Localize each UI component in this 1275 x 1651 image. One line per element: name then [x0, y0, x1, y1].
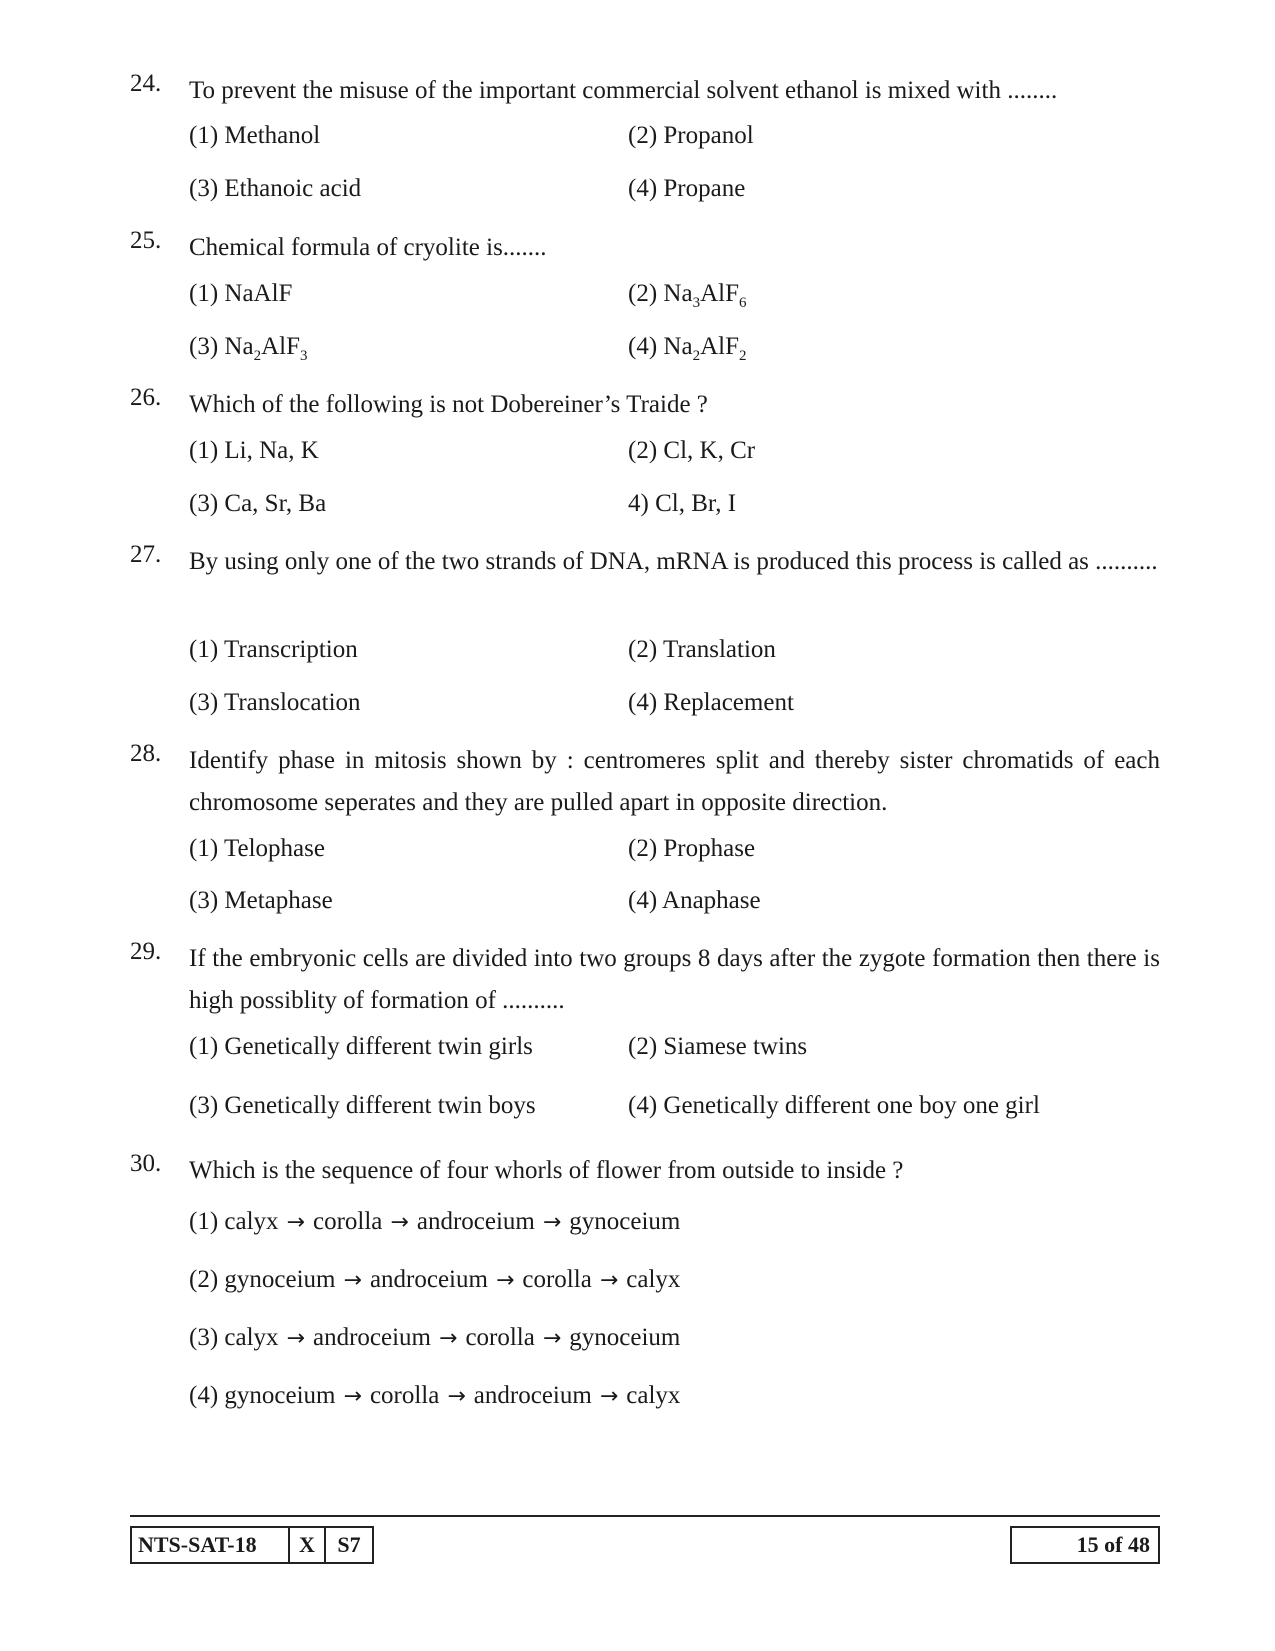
option-4: (4) $Na_2AlF_2$	[628, 333, 747, 364]
option-3: (3) calyx → androceium → corolla → gynoceium	[189, 1324, 681, 1351]
footer-divider	[130, 1515, 1160, 1517]
option-4: (4) Replacement	[628, 689, 794, 716]
arrow-right-icon: →	[599, 1384, 619, 1409]
question-27	[130, 541, 1160, 583]
question-text: By using only one of the two strands of DNA, mRNA is produced this process is called as ..........	[189, 548, 1158, 575]
option-2: (2) Siamese twins	[628, 1033, 808, 1060]
option-1: (1) Genetically different twin girls	[189, 1033, 533, 1060]
page-number-box	[1010, 1526, 1160, 1564]
class-code: X	[290, 1528, 326, 1562]
paper-code-box	[130, 1526, 374, 1564]
option-1: (1) Methanol	[189, 122, 321, 149]
option-2: (2) $Na_3AlF_6$	[628, 280, 747, 311]
option-1: (1) Transcription	[189, 636, 358, 663]
option-1: (1) NaAlF	[189, 280, 293, 307]
question-26	[130, 384, 1160, 426]
question-text: Which is the sequence of four whorls of flower from outside to inside ?	[189, 1157, 904, 1184]
question-30	[130, 1150, 1160, 1192]
arrow-right-icon: →	[343, 1384, 362, 1409]
question-text: If the embryonic cells are divided into two groups 8 days after the zygote formation then there is high possiblity of formation of ..........	[189, 945, 1160, 1014]
arrow-right-icon: →	[542, 1210, 562, 1235]
arrow-right-icon: →	[447, 1384, 466, 1409]
question-number: 27.	[130, 541, 162, 568]
arrow-right-icon: →	[599, 1268, 619, 1293]
arrow-right-icon: →	[286, 1326, 305, 1351]
question-28	[130, 740, 1160, 824]
option-3: (3) Metaphase	[189, 887, 333, 914]
question-24	[130, 70, 1160, 112]
option-2: (2) Translation	[628, 636, 776, 663]
arrow-right-icon: →	[390, 1210, 409, 1235]
option-4: 4) Cl, Br, I	[628, 490, 737, 517]
paper-code: NTS-SAT-18	[132, 1528, 290, 1562]
option-3: (3) Ethanoic acid	[189, 175, 362, 202]
option-2: (2) Prophase	[628, 835, 756, 862]
question-29	[130, 938, 1160, 1022]
option-3: (3) Translocation	[189, 689, 361, 716]
option-3: (3) Genetically different twin boys	[189, 1092, 536, 1119]
arrow-right-icon: →	[439, 1326, 458, 1351]
question-text: Chemical formula of cryolite is.......	[189, 234, 547, 261]
option-1: (1) calyx → corolla → androceium → gynoceium	[189, 1208, 681, 1235]
question-number: 25.	[130, 227, 162, 254]
option-2: (2) Cl, K, Cr	[628, 437, 756, 464]
question-text: Which of the following is not Dobereiner’s Traide ?	[189, 391, 708, 418]
arrow-right-icon: →	[286, 1210, 305, 1235]
question-text: Identify phase in mitosis shown by : centromeres split and thereby sister chromatids of each chromosome seperates and they are pulled apart in opposite direction.	[189, 747, 1160, 816]
option-4: (4) Anaphase	[628, 887, 761, 914]
option-2: (2) gynoceium → androceium → corolla → calyx	[189, 1266, 681, 1293]
option-3: (3) $Na_2AlF_3$	[189, 333, 308, 364]
question-number: 29.	[130, 938, 162, 965]
option-4: (4) gynoceium → corolla → androceium → calyx	[189, 1382, 681, 1409]
set-code: S7	[337, 1532, 361, 1557]
question-25	[130, 227, 1160, 269]
question-number: 26.	[130, 384, 162, 411]
question-number: 24.	[130, 70, 162, 97]
option-4: (4) Propane	[628, 175, 746, 202]
option-2: (2) Propanol	[628, 122, 754, 149]
page-number: 15 of 48	[1076, 1532, 1150, 1557]
option-3: (3) Ca, Sr, Ba	[189, 490, 327, 517]
arrow-right-icon: →	[542, 1326, 562, 1351]
arrow-right-icon: →	[343, 1268, 362, 1293]
option-1: (1) Li, Na, K	[189, 437, 319, 464]
question-text: To prevent the misuse of the important commercial solvent ethanol is mixed with ........	[189, 77, 1058, 104]
question-number: 28.	[130, 740, 162, 767]
arrow-right-icon: →	[495, 1268, 515, 1293]
option-4: (4) Genetically different one boy one girl	[628, 1092, 1040, 1119]
option-1: (1) Telophase	[189, 835, 325, 862]
question-number: 30.	[130, 1150, 162, 1177]
